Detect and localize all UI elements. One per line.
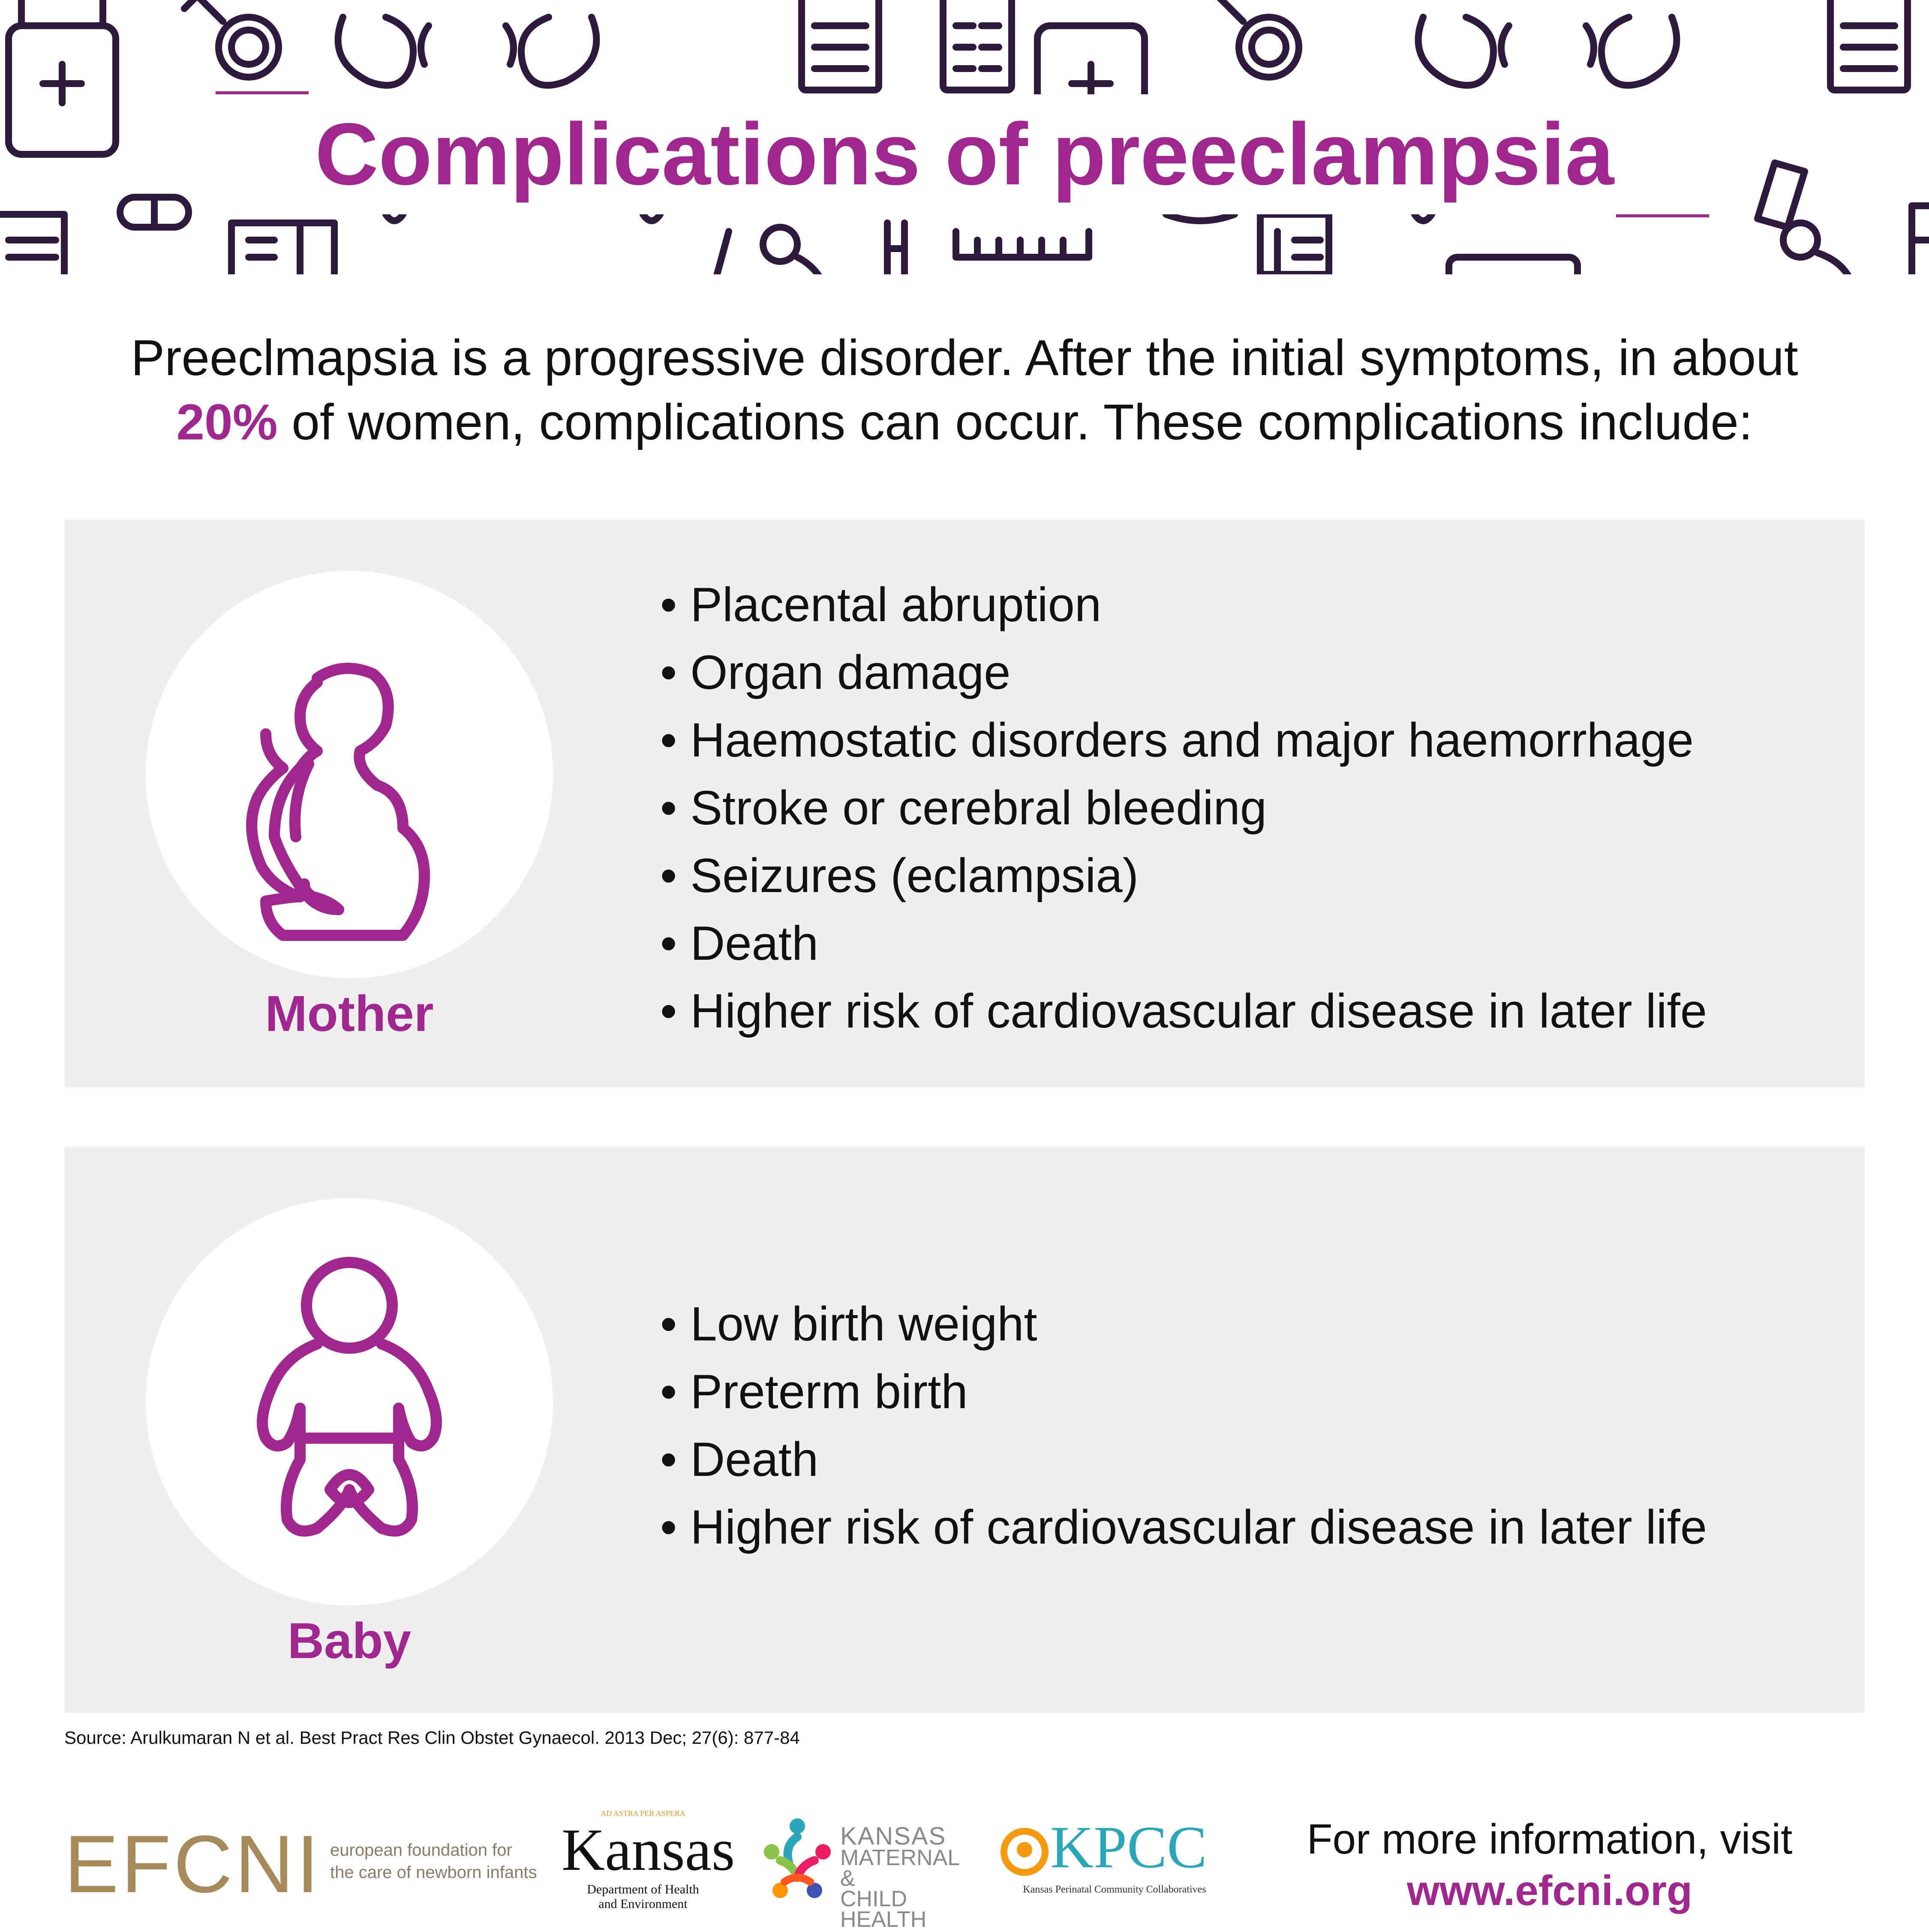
baby-label: Baby <box>287 1613 412 1669</box>
intro-percent: 20% <box>176 394 278 451</box>
list-item: • Placental abruption <box>660 571 1707 639</box>
kansas-dept-1: Department of Health <box>587 1882 699 1896</box>
kmch-line-2: MATERNAL & <box>840 1845 959 1891</box>
kidneys-icon <box>338 17 597 85</box>
list-item: • Higher risk of cardiovascular disease in later life <box>660 977 1707 1045</box>
mother-complications-list <box>660 571 1707 1045</box>
female-symbol-icon-2 <box>1209 0 1299 77</box>
intro-line-1: Preeclmapsia is a progressive disorder. After the initial symptoms, in about <box>131 330 1798 386</box>
kpcc-logo <box>999 1813 1230 1908</box>
people-circle-icon <box>754 1813 840 1908</box>
list-item: • Death <box>660 1426 1707 1493</box>
kmch-logo <box>754 1809 960 1932</box>
pill-pack-icon <box>943 0 1012 90</box>
intro-text <box>64 326 1865 454</box>
pregnant-woman-icon <box>146 571 553 978</box>
efcni-link[interactable]: www.efcni.org <box>1406 1867 1693 1914</box>
list-item: • Seizures (eclampsia) <box>660 842 1707 910</box>
footer <box>0 1792 1929 1932</box>
efcni-tagline <box>330 1839 570 1884</box>
efcni-wordmark: EFCNI <box>64 1819 322 1910</box>
mother-label: Mother <box>265 986 434 1042</box>
female-symbol-icon <box>184 0 279 77</box>
list-item: • Low birth weight <box>660 1290 1707 1358</box>
kansas-motto: AD ASTRA PER ASPERA <box>601 1809 685 1818</box>
list-item: • Haemostatic disorders and major haemorrhage <box>660 706 1707 774</box>
list-item: • Preterm birth <box>660 1358 1707 1426</box>
efcni-tagline-2: the care of newborn infants <box>330 1863 537 1882</box>
clipboard-icon <box>802 0 879 90</box>
source-citation: Source: Arulkumaran N et al. Best Pract Res Clin Obstet Gynaecol. 2013 Dec; 27(6): 877-84 <box>64 1728 800 1748</box>
kpcc-subtitle: Kansas Perinatal Community Collaboratives <box>1023 1884 1206 1895</box>
kpcc-wordmark: KPCC <box>1050 1814 1207 1881</box>
kansas-wordmark: Kansas <box>562 1817 735 1883</box>
mother-icon-circle <box>146 571 553 978</box>
kmch-line-3: CHILD HEALTH <box>840 1887 927 1932</box>
more-info-text: For more information, visit <box>1307 1815 1793 1863</box>
clipboard-icon-2 <box>1830 0 1908 90</box>
kmch-text <box>840 1822 960 1932</box>
intro-line-2: of women, complications can occur. These complications include: <box>277 394 1753 451</box>
baby-icon-circle <box>146 1198 553 1605</box>
baby-complications-list <box>660 1290 1707 1561</box>
mother-panel <box>64 520 1865 1088</box>
more-info <box>1286 1813 1813 1916</box>
list-item: • Stroke or cerebral bleeding <box>660 774 1707 842</box>
page-title: Complications of preeclampsia <box>214 94 1715 214</box>
list-item: • Organ damage <box>660 639 1707 706</box>
medicine-bottle-icon <box>9 0 116 154</box>
kdhe-logo <box>562 1809 735 1911</box>
kidneys-icon-2 <box>1418 17 1677 85</box>
baby-icon <box>146 1198 553 1605</box>
kansas-dept-2: and Environment <box>598 1897 688 1911</box>
list-item: • Higher risk of cardiovascular disease in later life <box>660 1493 1707 1561</box>
kpcc-emblem-icon <box>999 1826 1050 1878</box>
list-item: • Death <box>660 910 1707 977</box>
title-block <box>214 86 1715 223</box>
kmch-line-1: KANSAS <box>840 1822 946 1850</box>
efcni-tagline-1: european foundation for <box>330 1841 512 1860</box>
